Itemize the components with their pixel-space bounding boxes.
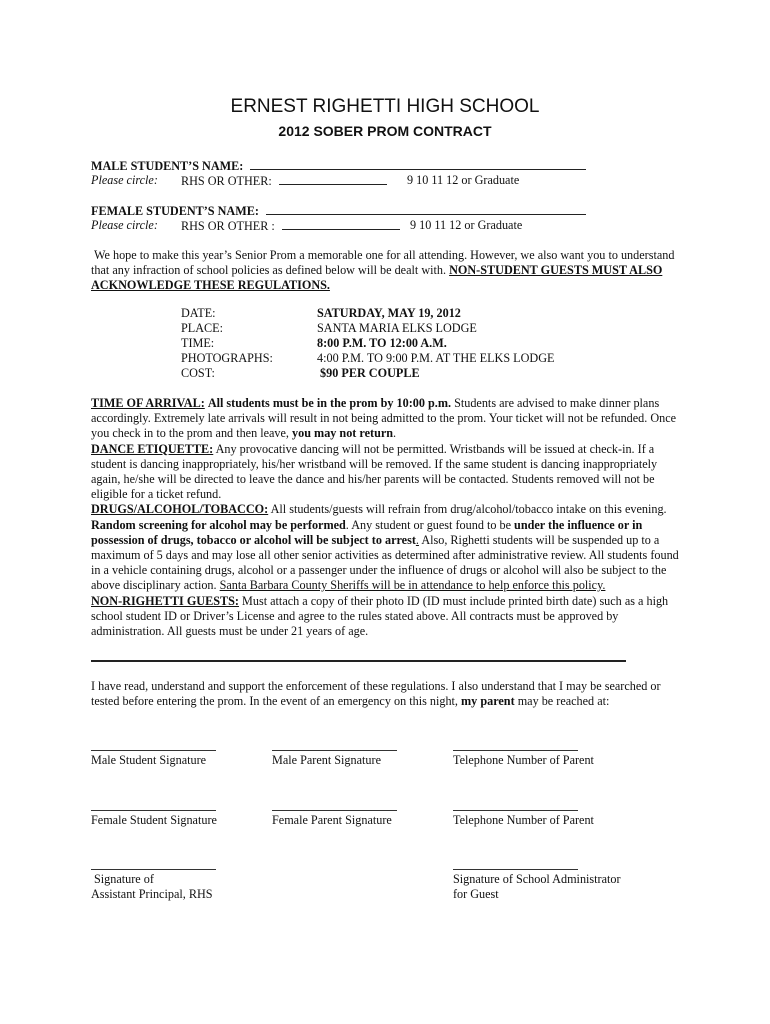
dance-heading: DANCE ETIQUETTE: <box>91 441 214 456</box>
rules-section: TIME OF ARRIVAL: All students must be in the prom by 10:00 p.m. Students are advised to make dinner plans accordingly. Extremely late arrivals will result in not being admitted to the prom. Your ticket will not be refunded. Once you check in to the prom and then leave, you may not return. DANCE ETIQUETTE: Any provocative dancing will not be permitted. Wristbands will be issued at check-in. If a student is dancing inappropriately, his/her wristband will be removed. If the same student is dancing inappropriately again, he/she will be directed to leave the dance and his/her parents will be contacted. Students removed will not be eligible for a ticket refund. DRUGS/ALCOHOL/TOBACCO: All students/guests will refrain from drug/alcohol/tobacco intake on this evening. Random screening for alcohol may be performed. Any student or guest found to be under the influence or in possession of drugs, tobacco or alcohol will be subject to arrest. Also, Righetti students will be suspended up to a maximum of 5 days and may lose all other senior activities as determined after administrative review. All students found in a vehicle containing drugs, alcohol or a passenger under the influence of drugs or alcohol will also be subject to the above disciplinary action. Santa Barbara County Sheriffs will be in attendance to help enforce this policy. NON-RIGHETTI GUESTS: Must attach a copy of their photo ID (ID must include printed birth date) such as a high school student ID or Driver’s License and agree to the rules stated above. All contracts must be approved by administration. All guests must be under 21 years of age. <box>91 396 679 639</box>
female-circle-label: Please circle: <box>91 218 158 232</box>
male-school-row <box>181 173 387 189</box>
female-student-signature-line[interactable] <box>91 810 216 811</box>
male-school-options[interactable]: RHS OR OTHER: <box>181 174 272 188</box>
male-name-label: MALE STUDENT’S NAME: <box>91 159 244 173</box>
drugs-heading: DRUGS/ALCOHOL/TOBACCO: <box>91 502 269 517</box>
detail-label: PHOTOGRAPHS: <box>181 351 273 365</box>
detail-label: PLACE: <box>181 321 223 335</box>
parent-phone-line-1[interactable] <box>453 750 578 751</box>
detail-label: DATE: <box>181 306 216 320</box>
dance-text: Any provocative dancing will not be permitted. Wristbands will be issued at check-in. If a student is dancing inappropriately, his/her wristband will be removed. If the same student is dancing inappropriately again, he/she will be directed to leave the dance and his/her parents will be contacted. Students removed will not be eligible for a ticket refund. <box>91 441 658 502</box>
guests-text: Must attach a copy of their photo ID (ID must include printed birth date) such as a high school student ID or Driver’s License and agree to the rules stated above. All contracts must be approved by administration. All guests must be under 21 years of age. <box>91 593 669 639</box>
administrator-label-1: Signature of School Administrator <box>453 872 621 886</box>
arrival-heading: TIME OF ARRIVAL: <box>91 396 205 410</box>
detail-value: $90 PER COUPLE <box>317 366 420 380</box>
assistant-principal-label-1: Signature of <box>94 872 154 886</box>
male-circle-row <box>91 173 158 188</box>
female-grades[interactable]: 9 10 11 12 or Graduate <box>410 218 523 232</box>
male-parent-signature-line[interactable] <box>272 750 397 751</box>
guests-heading: NON-RIGHETTI GUESTS: <box>91 593 239 608</box>
assistant-principal-label-2: Assistant Principal, RHS <box>91 887 213 901</box>
detail-value: 4:00 P.M. TO 9:00 P.M. AT THE ELKS LODGE <box>317 351 555 365</box>
administrator-signature-line[interactable] <box>453 869 578 870</box>
intro-emphasis: NON-STUDENT GUESTS MUST ALSO ACKNOWLEDGE THESE REGULATIONS. <box>91 263 663 293</box>
parent-phone-line-2[interactable] <box>453 810 578 811</box>
drugs-bold2: under the influence or in possession of drugs, tobacco or alcohol will be subject to arrest <box>91 517 643 547</box>
female-school-row <box>181 218 400 234</box>
acknowledgement <box>91 679 681 709</box>
detail-value: SANTA MARIA ELKS LODGE <box>317 321 477 335</box>
female-name-row <box>91 203 586 219</box>
section-divider <box>91 660 626 662</box>
detail-label: TIME: <box>181 336 215 350</box>
drugs-text1: All students/guests will refrain from drug/alcohol/tobacco intake on this evening. <box>270 502 667 517</box>
female-name-label: FEMALE STUDENT’S NAME: <box>91 204 259 218</box>
male-name-field[interactable] <box>250 158 586 170</box>
arrival-bold2: you may not return <box>292 426 394 441</box>
drugs-bold1: Random screening for alcohol may be performed <box>91 517 346 532</box>
female-school-options[interactable]: RHS OR OTHER : <box>181 219 275 233</box>
female-student-signature-label: Female Student Signature <box>91 813 217 827</box>
intro-paragraph <box>91 248 681 294</box>
contract-title: 2012 SOBER PROM CONTRACT <box>278 123 492 139</box>
male-circle-label: Please circle: <box>91 173 158 187</box>
drugs-text3: Also, Righetti students will be suspended up to a maximum of 5 days and may lose all other senior activities as determined after administrative review. All students found in a vehicle containing drugs, alcohol or a passenger under the influence of drugs or alcohol will also be subject to the above disciplinary action. <box>91 532 679 593</box>
drugs-text2: Any student or guest found to be <box>351 517 511 532</box>
detail-value: 8:00 P.M. TO 12:00 A.M. <box>317 336 447 350</box>
parent-phone-label-2: Telephone Number of Parent <box>453 813 594 827</box>
intro-text: We hope to make this year’s Senior Prom a memorable one for all attending. However, we also want you to understand that any infraction of school policies as defined below will be dealt with. <box>91 248 675 278</box>
arrival-text: Students are advised to make dinner plans accordingly. Extremely late arrivals will result in not being admitted to the prom. Your ticket will not be refunded. Once you check in to the prom and then leave, <box>91 396 677 441</box>
female-name-field[interactable] <box>266 203 586 215</box>
parent-phone-label-1: Telephone Number of Parent <box>453 753 594 767</box>
ack-text: I have read, understand and support the enforcement of these regulations. I also understand that I may be searched or tested before entering the prom. In the event of an emergency on this night, <box>91 679 661 709</box>
detail-value: SATURDAY, MAY 19, 2012 <box>317 306 461 320</box>
female-parent-signature-label: Female Parent Signature <box>272 813 392 827</box>
male-grades[interactable]: 9 10 11 12 or Graduate <box>407 173 520 187</box>
drugs-underline: Santa Barbara County Sheriffs will be in attendance to help enforce this policy. <box>219 578 606 593</box>
male-student-signature-line[interactable] <box>91 750 216 751</box>
assistant-principal-signature-line[interactable] <box>91 869 216 870</box>
administrator-label-2: for Guest <box>453 887 499 901</box>
female-parent-signature-line[interactable] <box>272 810 397 811</box>
male-parent-signature-label: Male Parent Signature <box>272 753 381 767</box>
male-name-row <box>91 158 586 174</box>
arrival-bold: All students must be in the prom by 10:00 p.m. <box>207 396 452 410</box>
detail-label: COST: <box>181 366 215 380</box>
ack-text-end: may be reached at: <box>517 694 610 709</box>
school-name: ERNEST RIGHETTI HIGH SCHOOL <box>230 96 540 117</box>
female-circle-row <box>91 218 158 233</box>
male-student-signature-label: Male Student Signature <box>91 753 207 767</box>
ack-bold: my parent <box>461 694 515 709</box>
male-other-field[interactable] <box>279 173 387 185</box>
female-other-field[interactable] <box>282 218 400 230</box>
